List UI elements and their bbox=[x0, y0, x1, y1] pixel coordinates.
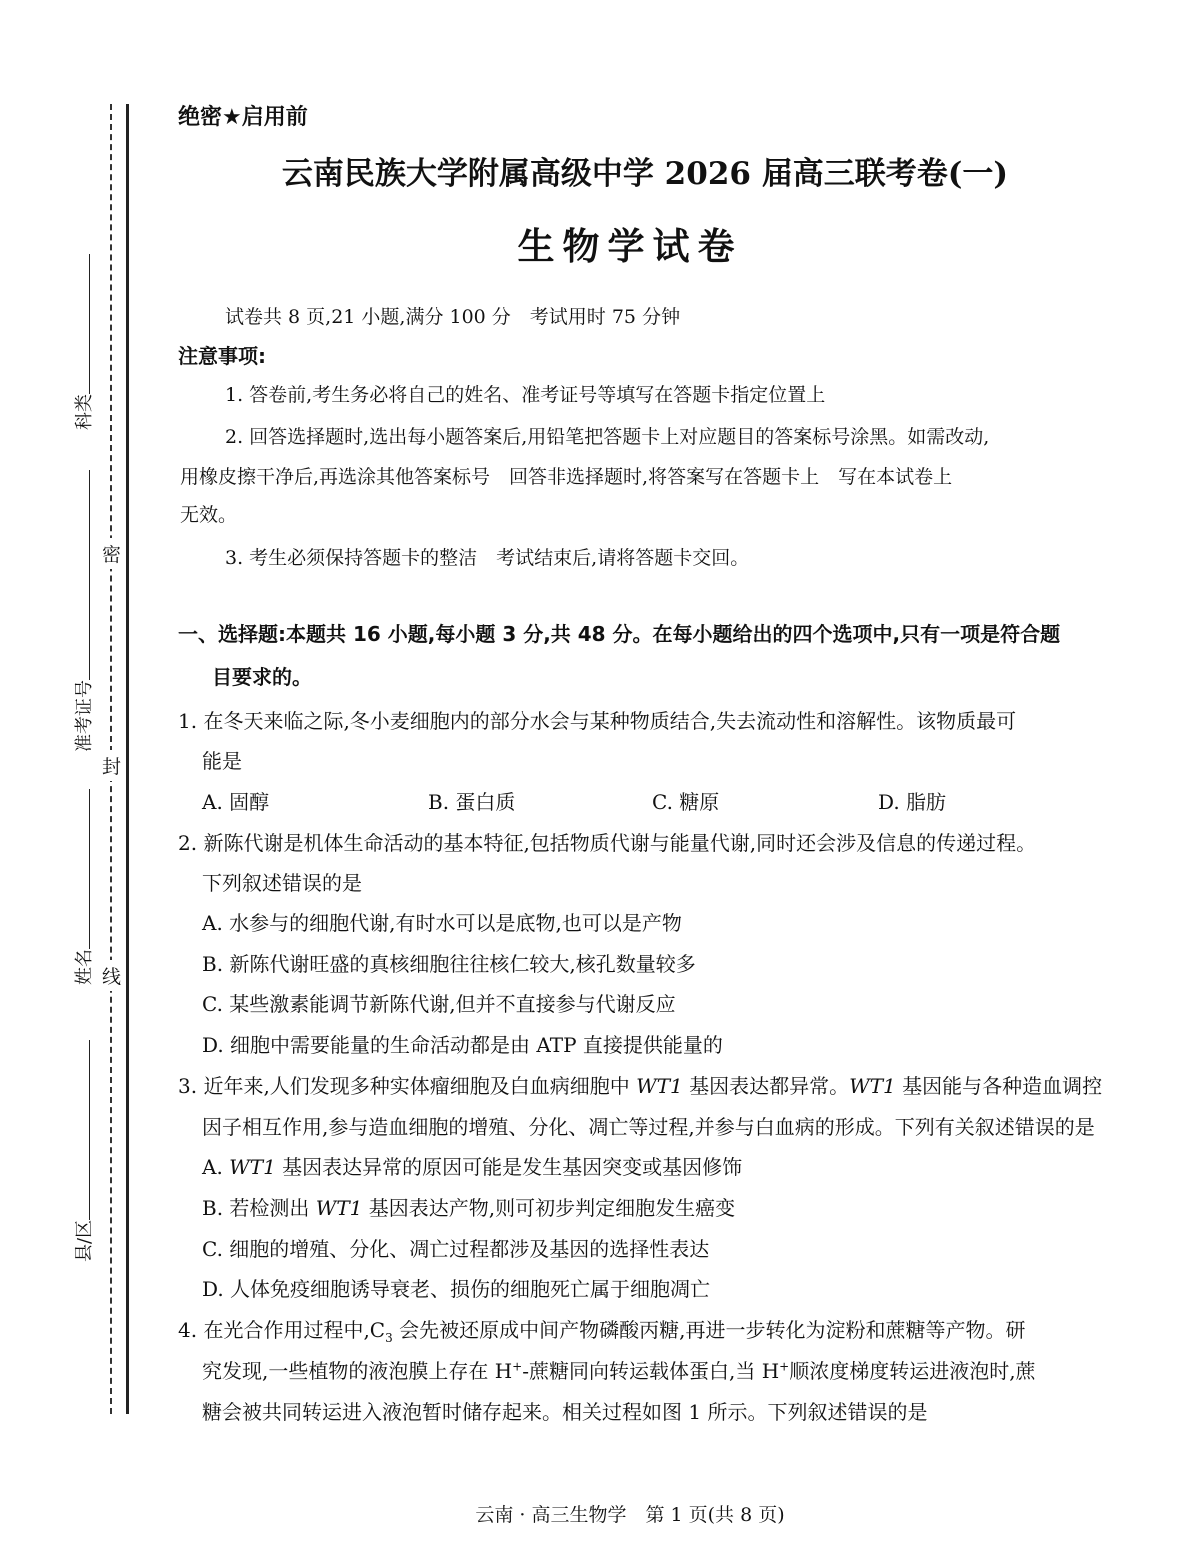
q1-option-d: D. 脂肪 bbox=[878, 790, 947, 814]
q4-stem-line2 bbox=[202, 1355, 1036, 1384]
q3-stem-part3: 基因能与各种造血调控 bbox=[895, 1074, 1103, 1098]
notes-heading: 注意事项: bbox=[178, 344, 266, 368]
q2-option-a: A. 水参与的细胞代谢,有时水可以是底物,也可以是产物 bbox=[202, 911, 682, 935]
q2-stem: 2. 新陈代谢是机体生命活动的基本特征,包括物质代谢与能量代谢,同时还会涉及信息的传递过程。 bbox=[178, 831, 1037, 855]
q3-gene-name: WT1 bbox=[229, 1155, 276, 1179]
q4-superscript-plus: + bbox=[779, 1359, 790, 1374]
q3-option-a-text: 基因表达异常的原因可能是发生基因突变或基因修饰 bbox=[275, 1155, 743, 1179]
q3-stem-cont: 因子相互作用,参与造血细胞的增殖、分化、凋亡等过程,并参与白血病的形成。下列有关叙述错误的是 bbox=[202, 1115, 1095, 1139]
q4-stem bbox=[178, 1314, 1025, 1345]
q4-line2-part2: -蔗糖同向转运载体蛋白,当 H bbox=[522, 1359, 780, 1383]
q1-stem: 1. 在冬天来临之际,冬小麦细胞内的部分水会与某种物质结合,失去流动性和溶解性。该物质最可 bbox=[178, 709, 1017, 733]
exam-info: 试卷共 8 页,21 小题,满分 100 分 考试用时 75 分钟 bbox=[225, 306, 681, 328]
q3-stem bbox=[178, 1070, 1102, 1099]
q3-option-b bbox=[202, 1192, 735, 1221]
q3-stem-part2: 基因表达都异常。 bbox=[682, 1074, 850, 1098]
confidential-mark: 绝密★启用前 bbox=[178, 105, 308, 130]
q4-line2-part1: 究发现,一些植物的液泡膜上存在 H bbox=[202, 1359, 513, 1383]
q1-option-b: B. 蛋白质 bbox=[428, 790, 516, 814]
seal-char-feng: 封 bbox=[102, 750, 121, 781]
q3-option-a-prefix: A. bbox=[202, 1155, 230, 1179]
field-subject-type[interactable] bbox=[70, 254, 96, 430]
q1-stem-cont: 能是 bbox=[202, 749, 242, 773]
q4-subscript-3: 3 bbox=[385, 1331, 393, 1345]
q1-option-c: C. 糖原 bbox=[652, 790, 720, 814]
q3-gene-name: WT1 bbox=[636, 1074, 683, 1098]
q4-stem-part1: 4. 在光合作用过程中,C bbox=[178, 1318, 386, 1342]
q4-line2-part3: 顺浓度梯度转运进液泡时,蔗 bbox=[789, 1359, 1036, 1383]
note-2-end: 无效。 bbox=[180, 504, 238, 526]
q3-option-a bbox=[202, 1151, 742, 1180]
section-heading: 一、选择题:本题共 16 小题,每小题 3 分,共 48 分。在每小题给出的四个选项中,只有一项是符合题 bbox=[178, 622, 1061, 646]
q4-stem-part2: 会先被还原成中间产物磷酸丙糖,再进一步转化为淀粉和蔗糖等产物。研 bbox=[392, 1318, 1026, 1342]
binding-solid-line bbox=[126, 104, 129, 1414]
subject-title: 生物学试卷 bbox=[517, 225, 743, 268]
field-county-label: 县/区 bbox=[74, 1219, 95, 1262]
seal-char-mi: 密 bbox=[102, 538, 121, 569]
exam-title: 云南民族大学附属高级中学 2026 届高三联考卷(一) bbox=[281, 156, 1009, 192]
note-3: 3. 考生必须保持答题卡的整洁 考试结束后,请将答题卡交回。 bbox=[225, 547, 750, 569]
q3-gene-name: WT1 bbox=[849, 1074, 896, 1098]
field-exam-number[interactable] bbox=[70, 470, 96, 752]
field-county[interactable] bbox=[70, 1040, 96, 1262]
field-subject-type-label: 科类 bbox=[74, 394, 95, 430]
q3-option-b-prefix: B. 若检测出 bbox=[202, 1196, 316, 1220]
field-name[interactable] bbox=[70, 789, 96, 985]
seal-char-xian: 线 bbox=[102, 960, 121, 991]
q2-option-b: B. 新陈代谢旺盛的真核细胞往往核仁较大,核孔数量较多 bbox=[202, 952, 696, 976]
field-exam-number-label: 准考证号 bbox=[74, 680, 95, 752]
q2-option-d: D. 细胞中需要能量的生命活动都是由 ATP 直接提供能量的 bbox=[202, 1033, 723, 1057]
q2-option-c: C. 某些激素能调节新陈代谢,但并不直接参与代谢反应 bbox=[202, 992, 676, 1016]
field-name-label: 姓名 bbox=[74, 949, 95, 985]
q1-option-a: A. 固醇 bbox=[202, 790, 270, 814]
page-footer: 云南 · 高三生物学 第 1 页(共 8 页) bbox=[475, 1504, 785, 1526]
section-heading-cont: 目要求的。 bbox=[212, 665, 312, 689]
note-2-cont: 用橡皮擦干净后,再选涂其他答案标号 回答非选择题时,将答案写在答题卡上 写在本试卷上 bbox=[180, 466, 953, 488]
q4-superscript-plus: + bbox=[512, 1359, 523, 1374]
note-2: 2. 回答选择题时,选出每小题答案后,用铅笔把答题卡上对应题目的答案标号涂黑。如需改动, bbox=[225, 426, 990, 448]
q3-gene-name: WT1 bbox=[315, 1196, 363, 1220]
note-1: 1. 答卷前,考生务必将自己的姓名、准考证号等填写在答题卡指定位置上 bbox=[225, 384, 826, 406]
q3-option-c: C. 细胞的增殖、分化、凋亡过程都涉及基因的选择性表达 bbox=[202, 1237, 710, 1261]
q3-option-b-text: 基因表达产物,则可初步判定细胞发生癌变 bbox=[362, 1196, 736, 1220]
q4-stem-line3: 糖会被共同转运进入液泡暂时储存起来。相关过程如图 1 所示。下列叙述错误的是 bbox=[202, 1400, 928, 1424]
q3-option-d: D. 人体免疫细胞诱导衰老、损伤的细胞死亡属于细胞凋亡 bbox=[202, 1277, 711, 1301]
q3-stem-part1: 3. 近年来,人们发现多种实体瘤细胞及白血病细胞中 bbox=[178, 1074, 637, 1098]
q2-stem-cont: 下列叙述错误的是 bbox=[202, 871, 362, 895]
